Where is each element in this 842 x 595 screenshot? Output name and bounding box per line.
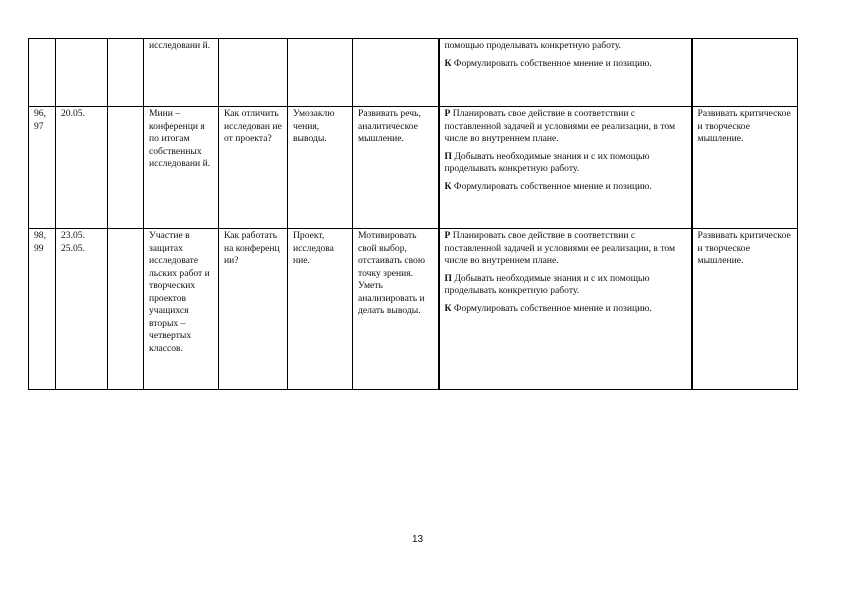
problem-cell: Как работать на конференц ии? xyxy=(219,229,288,390)
uud-cell xyxy=(439,107,692,229)
uud-letter: П xyxy=(444,272,452,284)
lesson-date-cell xyxy=(56,39,108,107)
personal-results-cell xyxy=(353,39,439,107)
uud-letter: Р xyxy=(444,230,451,241)
uud-item xyxy=(445,230,688,268)
skills-cell: Развивать критическое и творческое мышление. xyxy=(692,229,798,390)
empty-cell xyxy=(108,229,144,390)
personal-results-cell: Мотивировать свой выбор, отстаивать свою точку зрения. Уметь анализировать и делать выводы. xyxy=(353,229,439,390)
lesson-date: 20.05. xyxy=(61,108,85,119)
lesson-number-cell: 98, 99 xyxy=(29,229,56,390)
empty-cell xyxy=(108,39,144,107)
empty-cell xyxy=(108,107,144,229)
uud-letter: П xyxy=(444,150,452,162)
topic-cell: Участие в защитах исследовате льских работ и творческих проектов учащихся вторых – четвертых классов. xyxy=(144,229,219,390)
uud-letter: К xyxy=(444,57,452,69)
table-body xyxy=(29,39,798,390)
topic-cell: Мини – конференци я по итогам собственных исследовани й. xyxy=(144,107,219,229)
lesson-plan-table xyxy=(28,38,798,390)
concepts-cell xyxy=(288,39,353,107)
concepts-cell: Проект, исследова ние. xyxy=(288,229,353,390)
uud-text: Планировать свое действие в соответствии с поставленной задачей и условиями ее реализации, в том числе во внутреннем плане. xyxy=(444,230,676,266)
skills-cell xyxy=(692,39,798,107)
uud-cell xyxy=(439,229,692,390)
uud-item xyxy=(445,181,688,194)
page-number: 13 xyxy=(412,534,424,545)
uud-text: помощью проделывать конкретную работу. xyxy=(444,40,622,51)
lesson-number-cell xyxy=(29,39,56,107)
uud-text: Добывать необходимые знания и с их помощью проделывать конкретную работу. xyxy=(444,272,650,296)
lesson-number-cell: 96, 97 xyxy=(29,107,56,229)
concepts-cell: Умозаклю чения, выводы. xyxy=(288,107,353,229)
skills-cell: Развивать критическое и творческое мышление. xyxy=(692,107,798,229)
uud-item xyxy=(445,273,688,298)
uud-text: Добывать необходимые знания и с их помощью проделывать конкретную работу. xyxy=(444,150,650,174)
lesson-date-cell xyxy=(56,107,108,229)
topic-cell: исследовани й. xyxy=(144,39,219,107)
uud-item xyxy=(445,108,688,146)
table-row xyxy=(29,229,798,390)
uud-letter: К xyxy=(444,302,452,314)
uud-cell xyxy=(439,39,692,107)
uud-text: Формулировать собственное мнение и позицию. xyxy=(453,57,652,69)
uud-letter: К xyxy=(444,180,452,192)
uud-letter: Р xyxy=(444,108,451,119)
uud-text: Планировать свое действие в соответствии с поставленной задачей и условиями ее реализации, в том числе во внутреннем плане. xyxy=(444,108,676,144)
uud-item xyxy=(445,58,688,71)
uud-text: Формулировать собственное мнение и позицию. xyxy=(453,180,652,192)
lesson-date: 25.05. xyxy=(61,242,85,254)
lesson-date-cell xyxy=(56,229,108,390)
uud-text: Формулировать собственное мнение и позицию. xyxy=(453,302,652,314)
problem-cell xyxy=(219,39,288,107)
problem-cell: Как отличить исследован ие от проекта? xyxy=(219,107,288,229)
uud-item xyxy=(445,40,688,53)
table-row xyxy=(29,107,798,229)
personal-results-cell: Развивать речь, аналитическое мышление. xyxy=(353,107,439,229)
lesson-date: 23.05. xyxy=(61,230,85,241)
uud-item xyxy=(445,151,688,176)
uud-item xyxy=(445,303,688,316)
table-row xyxy=(29,39,798,107)
